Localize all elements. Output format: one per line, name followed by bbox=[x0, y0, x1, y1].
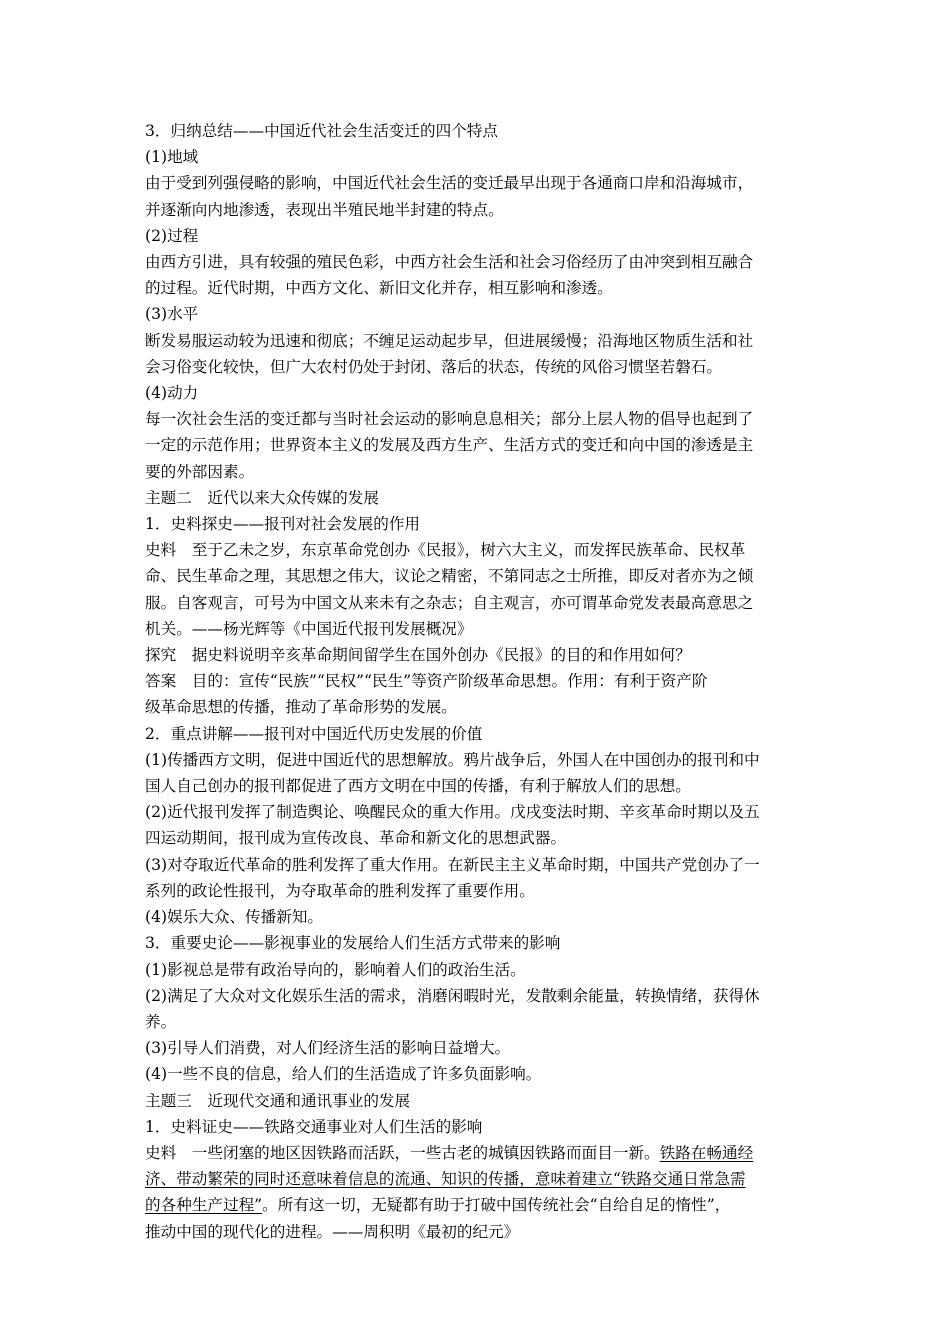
section-heading: 2．重点讲解——报刊对中国近代历史发展的价值 bbox=[145, 724, 483, 743]
section-heading: 1．史料探史——报刊对社会发展的作用 bbox=[145, 515, 421, 534]
text-line: (1)传播西方文明，促进中国近代的思想解放。鸦片战争后，外国人在中国创办的报刊和中 bbox=[145, 750, 760, 769]
document-page bbox=[145, 118, 815, 1245]
answer-line: 级革命思想的传播，推动了革命形势的发展。 bbox=[145, 698, 457, 717]
topic-heading: 主题三 近现代交通和通讯事业的发展 bbox=[145, 1091, 411, 1110]
text-line: 每一次社会生活的变迁都与当时社会运动的影响息息相关；部分上层人物的倡导也起到了 bbox=[145, 410, 754, 429]
text-line: 国人自己创办的报刊都促进了西方文明在中国的传播，有利于解放人们的思想。 bbox=[145, 777, 691, 796]
section-heading: 3．归纳总结——中国近代社会生活变迁的四个特点 bbox=[145, 122, 498, 140]
text-line: 并逐渐向内地渗透，表现出半殖民地半封建的特点。 bbox=[145, 200, 504, 219]
underlined-text: 铁路在畅通经 bbox=[659, 1143, 754, 1162]
text-line: 由于受到列强侵略的影响，中国近代社会生活的变迁最早出现于各通商口岸和沿海城市， bbox=[145, 174, 754, 193]
text-line: (1)影视总是带有政治导向的，影响着人们的政治生活。 bbox=[145, 960, 526, 979]
text-line: 由西方引进，具有较强的殖民色彩，中西方社会生活和社会习俗经历了由冲突到相互融合 bbox=[145, 253, 754, 272]
question-line: 探究 据史料说明辛亥革命期间留学生在国外创办《民报》的目的和作用如何？ bbox=[145, 646, 691, 665]
sub-heading: (1)地域 bbox=[145, 148, 199, 167]
text-line: 要的外部因素。 bbox=[145, 462, 255, 481]
text-line: (2)满足了大众对文化娱乐生活的需求，消磨闲暇时光，发散剩余能量，转换情绪，获得休 bbox=[145, 986, 760, 1005]
source-text: 推动中国的现代化的进程。——周积明《最初的纪元》 bbox=[145, 1222, 520, 1241]
text-line: 史料 至于乙未之岁，东京革命党创办《民报》，树六大主义，而发挥民族革命、民权革 bbox=[145, 541, 746, 560]
text-line: 系列的政论性报刊，为夺取革命的胜利发挥了重要作用。 bbox=[145, 881, 535, 900]
section-heading: 1．史料证史——铁路交通事业对人们生活的影响 bbox=[145, 1117, 483, 1136]
topic-heading: 主题二 近代以来大众传媒的发展 bbox=[145, 488, 379, 507]
text-line: (3)对夺取近代革命的胜利发挥了重大作用。在新民主主义革命时期，中国共产党创办了一 bbox=[145, 855, 760, 874]
text-line: 养。 bbox=[145, 1012, 177, 1031]
text-line: 会习俗变化较快，但广大农村仍处于封闭、落后的状态，传统的风俗习惯坚若磐石。 bbox=[145, 357, 722, 376]
text-line: 命、民生革命之理，其思想之伟大，议论之精密，不第同志之士所推，即反对者亦为之倾 bbox=[145, 567, 754, 586]
text-line: 服。自客观言，可号为中国文从来未有之杂志；自主观言，亦可谓革命党发表最高意思之 bbox=[145, 593, 754, 612]
source-line bbox=[145, 1219, 815, 1245]
source-text: 。所有这一切，无疑都有助于打破中国传统社会“自给自足的惰性”， bbox=[262, 1196, 731, 1215]
text-line: 四运动期间，报刊成为宣传改良、革命和新文化的思想武器。 bbox=[145, 829, 567, 848]
text-line: (4)娱乐大众、传播新知。 bbox=[145, 908, 324, 927]
source-line bbox=[145, 1140, 815, 1166]
section-heading: 3．重要史论——影视事业的发展给人们生活方式带来的影响 bbox=[145, 934, 561, 953]
underlined-text: 的各种生产过程” bbox=[145, 1196, 263, 1215]
text-line: (4)一些不良的信息，给人们的生活造成了许多负面影响。 bbox=[145, 1065, 542, 1084]
text-line: 断发易服运动较为迅速和彻底；不缠足运动起步早，但进展缓慢；沿海地区物质生活和社 bbox=[145, 331, 754, 350]
text-line: 一定的示范作用；世界资本主义的发展及西方生产、生活方式的变迁和向中国的渗透是主 bbox=[145, 436, 754, 455]
answer-line: 答案 目的：宣传“民族”“民权”“民生”等资产阶级革命思想。作用：有利于资产阶 bbox=[145, 672, 708, 691]
sub-heading: (3)水平 bbox=[145, 305, 199, 324]
underlined-text: 济、带动繁荣的同时还意味着信息的流通、知识的传播，意味着建立“铁路交通日常急需 bbox=[145, 1170, 746, 1189]
sub-heading: (4)动力 bbox=[145, 384, 199, 403]
source-text: 史料 一些闭塞的地区因铁路而活跃，一些古老的城镇因铁路而面目一新。 bbox=[145, 1143, 660, 1162]
source-line bbox=[145, 1166, 815, 1192]
text-line: 机关。——杨光辉等《中国近代报刊发展概况》 bbox=[145, 619, 473, 638]
text-line: (3)引导人们消费，对人们经济生活的影响日益增大。 bbox=[145, 1039, 511, 1058]
text-line: (2)近代报刊发挥了制造舆论、唤醒民众的重大作用。戊戌变法时期、辛亥革命时期以及五 bbox=[145, 803, 760, 822]
sub-heading: (2)过程 bbox=[145, 226, 199, 245]
source-line bbox=[145, 1192, 815, 1218]
text-line: 的过程。近代时期，中西方文化、新旧文化并存，相互影响和渗透。 bbox=[145, 279, 613, 298]
